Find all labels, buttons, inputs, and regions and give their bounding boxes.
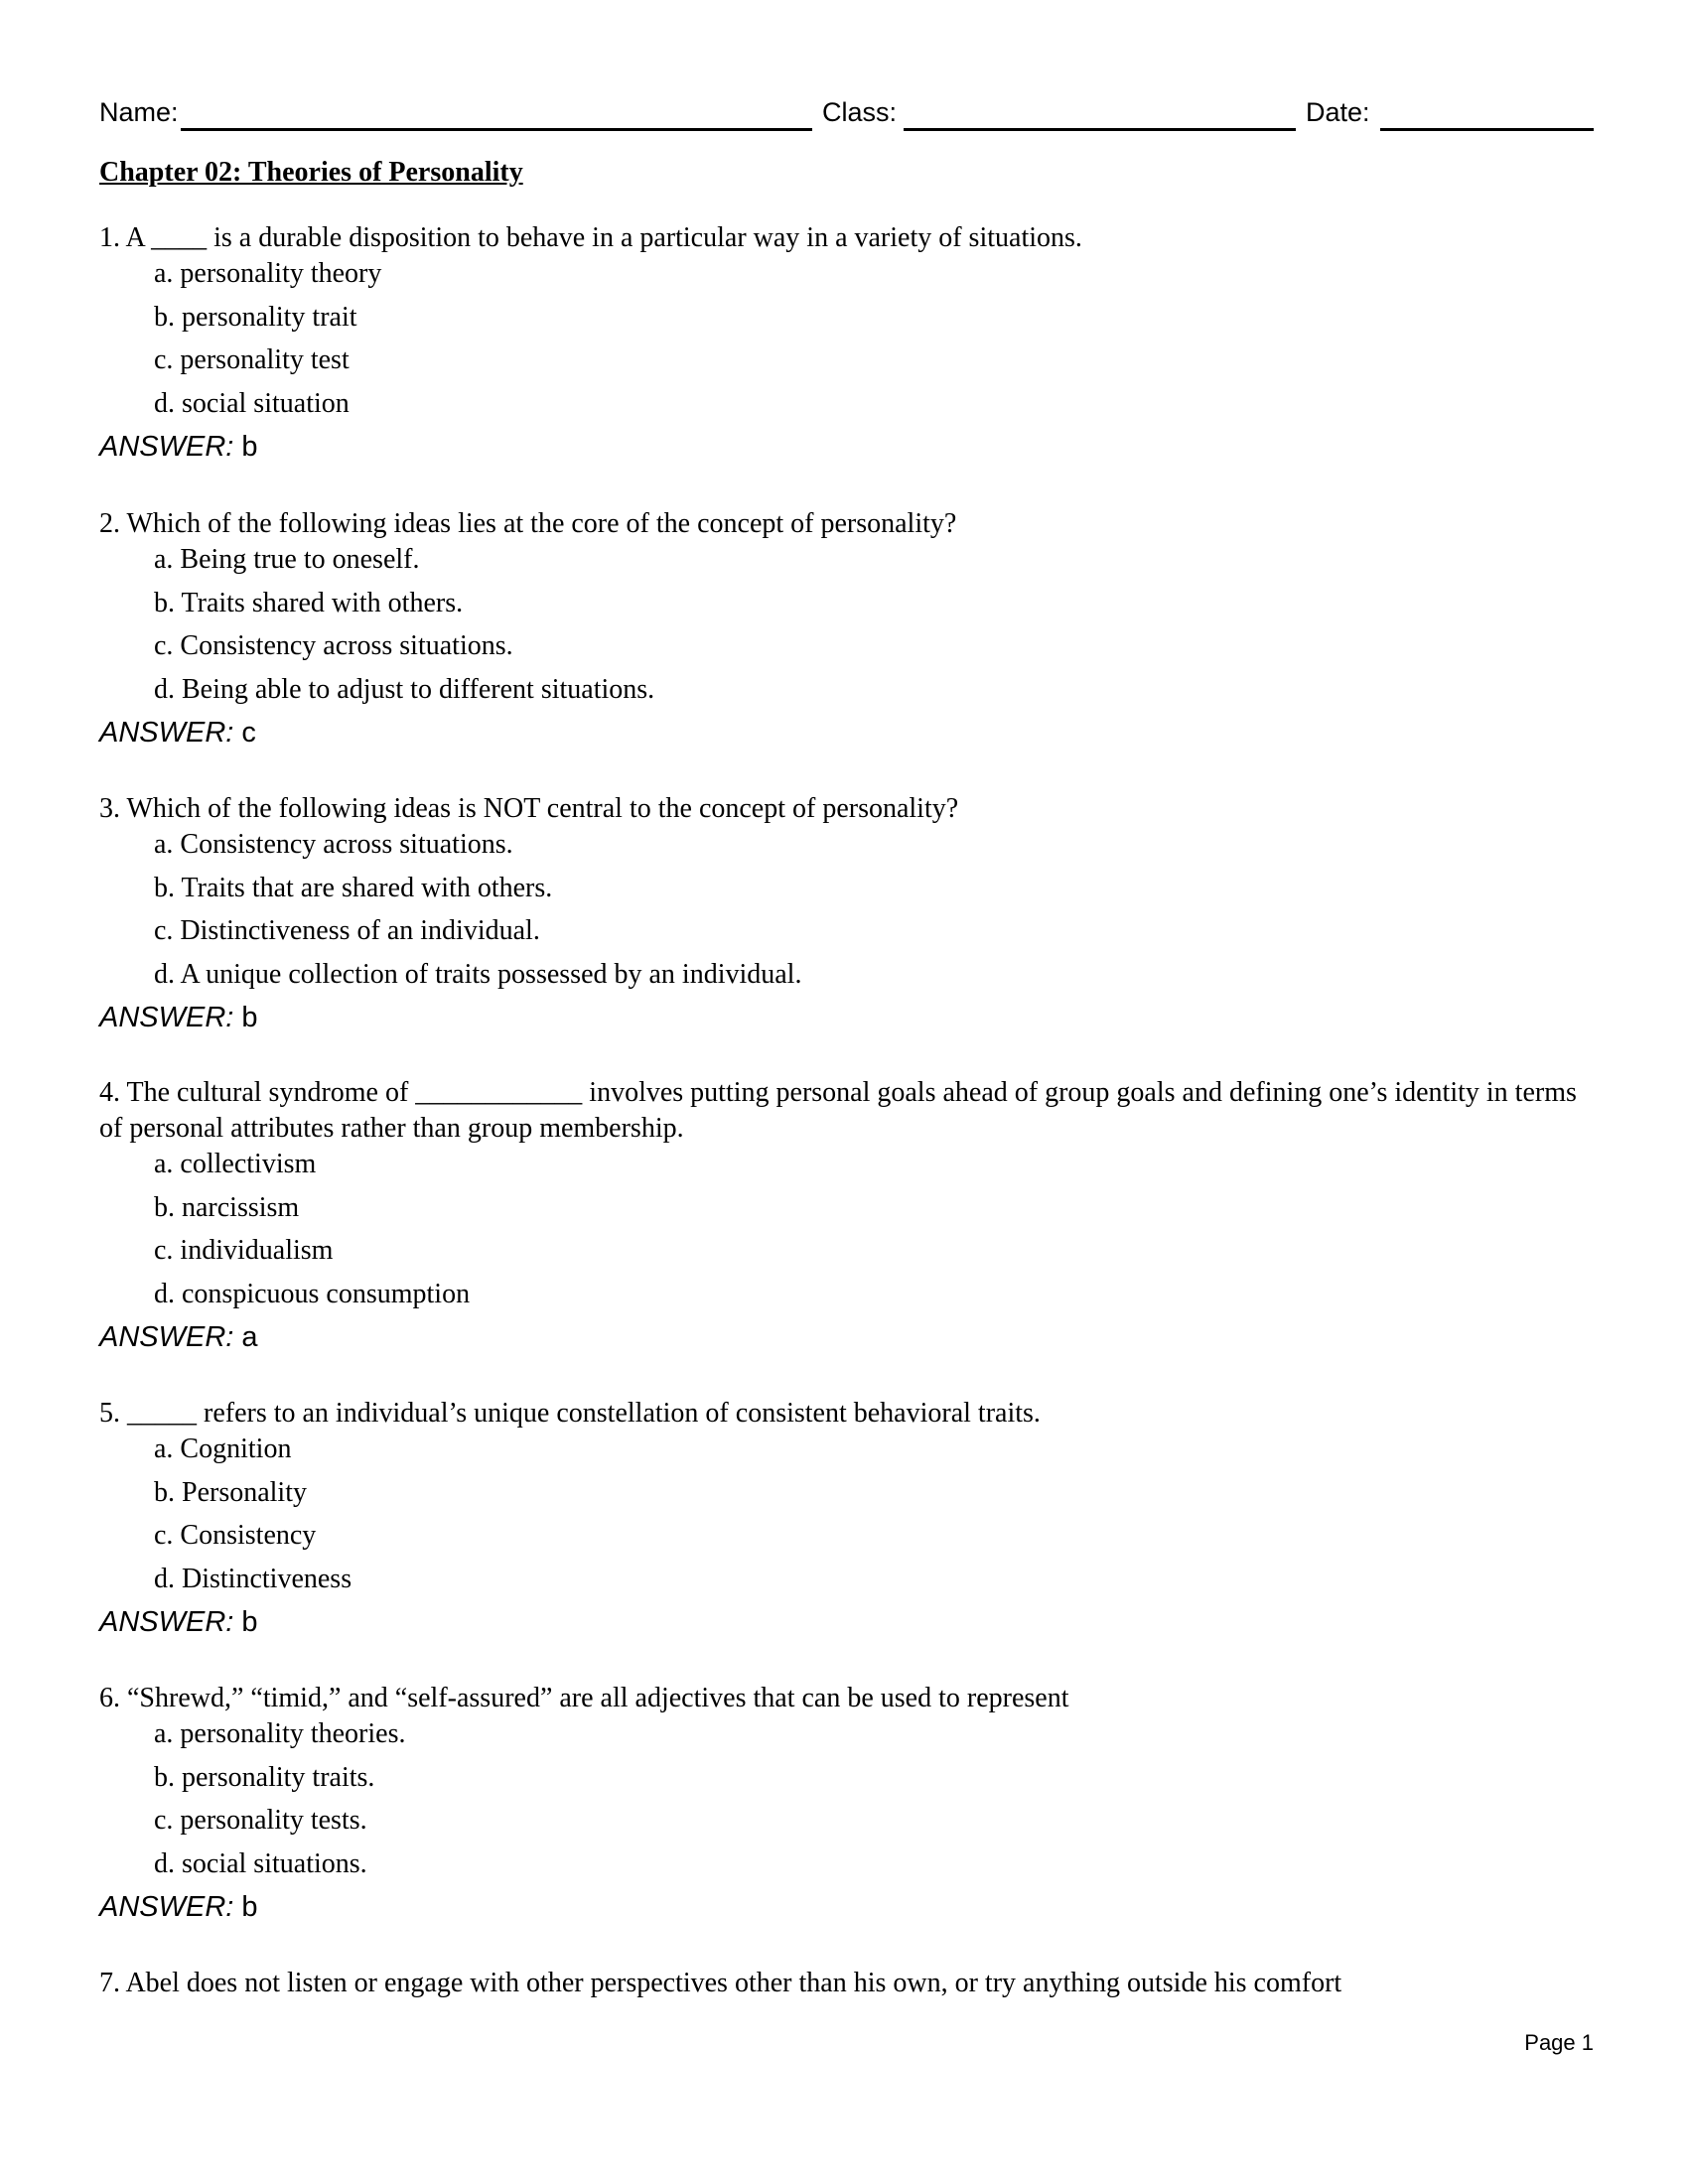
option-c: c. personality tests. <box>154 1805 367 1836</box>
answer-line <box>99 1604 258 1640</box>
option-a: a. personality theory <box>154 258 382 289</box>
option-b: b. personality trait <box>154 302 357 333</box>
option-b: b. personality traits. <box>154 1762 375 1793</box>
option-d: d. social situation <box>154 388 350 419</box>
date-label: Date: <box>1306 97 1370 127</box>
option-b: b. Traits shared with others. <box>154 588 464 618</box>
question-stem: 7. Abel does not listen or engage with other perspectives other than his own, or try anything outside his comfort <box>99 1968 1342 1998</box>
answer-label: ANSWER: <box>99 717 234 749</box>
answer-line <box>99 1319 258 1355</box>
chapter-title: Chapter 02: Theories of Personality <box>99 157 523 188</box>
question-1 <box>99 220 1599 463</box>
question-stem: 6. “Shrewd,” “timid,” and “self-assured” are all adjectives that can be used to represent <box>99 1683 1069 1713</box>
header-fields <box>99 97 1594 137</box>
name-blank-field[interactable] <box>181 128 812 131</box>
answer-value: b <box>241 1891 258 1923</box>
option-a: a. personality theories. <box>154 1718 406 1749</box>
answer-line <box>99 429 258 465</box>
option-d: d. Distinctiveness <box>154 1564 352 1594</box>
option-c: c. Distinctiveness of an individual. <box>154 915 540 946</box>
question-5 <box>99 1396 1599 1638</box>
option-c: c. personality test <box>154 344 350 375</box>
answer-label: ANSWER: <box>99 1321 234 1353</box>
answer-label: ANSWER: <box>99 1606 234 1638</box>
option-d: d. A unique collection of traits possessed by an individual. <box>154 959 802 990</box>
option-b: b. Personality <box>154 1477 307 1508</box>
answer-line <box>99 1000 258 1035</box>
answer-label: ANSWER: <box>99 1002 234 1033</box>
question-stem: 5. _____ refers to an individual’s unique constellation of consistent behavioral traits. <box>99 1398 1041 1429</box>
option-a: a. Cognition <box>154 1433 292 1464</box>
option-a: a. collectivism <box>154 1149 317 1179</box>
option-c: c. Consistency <box>154 1520 317 1551</box>
answer-line <box>99 715 256 751</box>
class-label: Class: <box>822 97 898 127</box>
question-stem: 1. A ____ is a durable disposition to behave in a particular way in a variety of situations. <box>99 222 1082 253</box>
answer-value: c <box>241 717 256 749</box>
option-c: c. individualism <box>154 1235 334 1266</box>
option-b: b. Traits that are shared with others. <box>154 873 553 903</box>
answer-label: ANSWER: <box>99 1891 234 1923</box>
answer-value: b <box>241 431 258 463</box>
option-a: a. Consistency across situations. <box>154 829 513 860</box>
name-label: Name: <box>99 97 179 127</box>
option-a: a. Being true to oneself. <box>154 544 420 575</box>
date-blank-field[interactable] <box>1380 128 1594 131</box>
option-d: d. Being able to adjust to different situations. <box>154 674 655 705</box>
answer-value: a <box>241 1321 258 1353</box>
answer-label: ANSWER: <box>99 431 234 463</box>
answer-value: b <box>241 1606 258 1638</box>
option-c: c. Consistency across situations. <box>154 630 513 661</box>
page-number: Page 1 <box>1524 2030 1594 2055</box>
question-3 <box>99 791 1599 1033</box>
question-7 <box>99 1966 1599 2001</box>
question-stem: 4. The cultural syndrome of ____________ involves putting personal goals ahead of group goals and defining one’s identity in terms of personal attributes rather than group membership. <box>99 1077 1577 1144</box>
option-d: d. conspicuous consumption <box>154 1279 471 1309</box>
answer-value: b <box>241 1002 258 1033</box>
answer-line <box>99 1889 258 1925</box>
option-b: b. narcissism <box>154 1192 300 1223</box>
class-blank-field[interactable] <box>904 128 1296 131</box>
question-2 <box>99 506 1599 749</box>
question-6 <box>99 1681 1599 1923</box>
question-stem: 2. Which of the following ideas lies at the core of the concept of personality? <box>99 508 957 539</box>
question-stem: 3. Which of the following ideas is NOT central to the concept of personality? <box>99 793 959 824</box>
option-d: d. social situations. <box>154 1848 367 1879</box>
question-4 <box>99 1075 1599 1353</box>
